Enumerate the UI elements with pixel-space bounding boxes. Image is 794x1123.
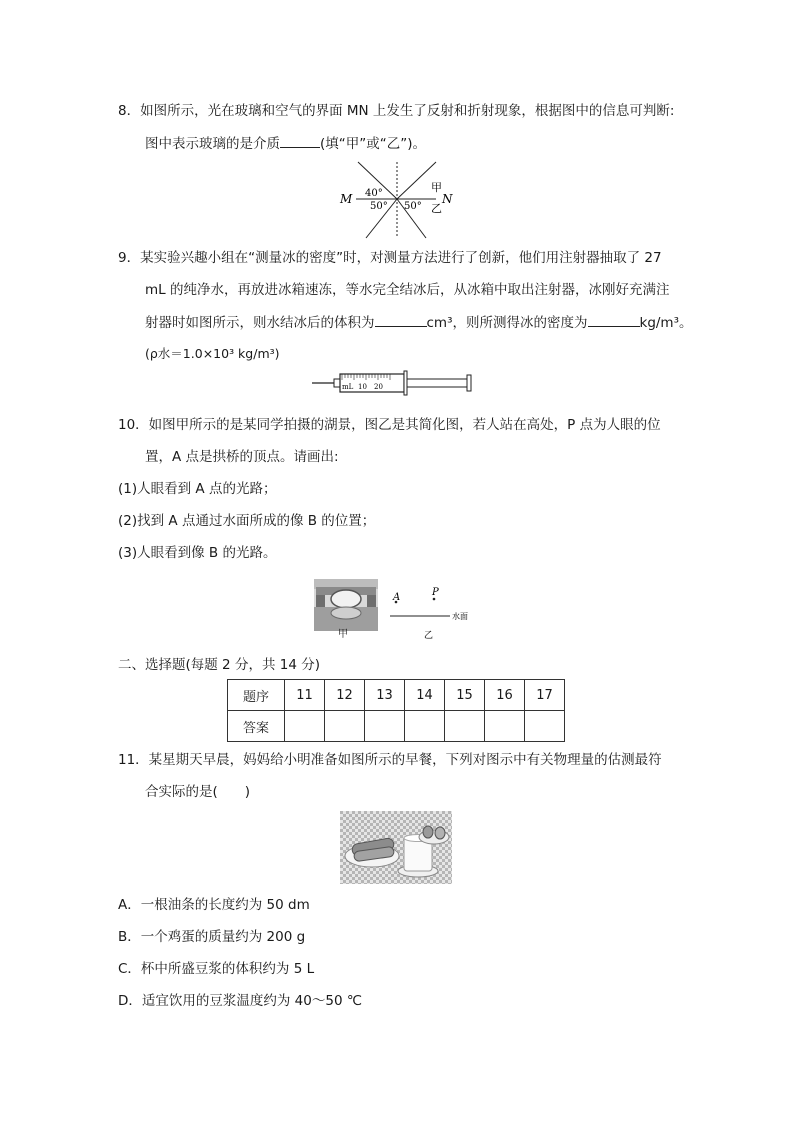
syringe-tip bbox=[334, 379, 340, 387]
q9-given: (ρ水＝1.0×10³ kg/m³) bbox=[145, 346, 280, 361]
q11-line2: 合实际的是( ) bbox=[145, 784, 251, 800]
q11-option-c[interactable]: C．杯中所盛豆浆的体积约为 5 L bbox=[118, 961, 315, 977]
label-yi: 乙 bbox=[424, 631, 434, 641]
label-p: P bbox=[432, 587, 439, 598]
header-cell-11: 11 bbox=[285, 680, 325, 711]
q10-line2: 置，A 点是拱桥的顶点。请画出: bbox=[145, 449, 339, 465]
q11-option-d[interactable]: D．适宜饮用的豆浆温度约为 40～50 ℃ bbox=[118, 993, 362, 1009]
syringe-tick-10: 10 bbox=[358, 383, 367, 391]
label-water: 水面 bbox=[452, 612, 468, 621]
header-cell-label: 题序 bbox=[228, 680, 285, 711]
angle-50-right: 50° bbox=[404, 201, 422, 212]
egg-1 bbox=[423, 826, 433, 838]
q8-refraction-diagram bbox=[336, 160, 466, 240]
label-jia: 甲 bbox=[431, 181, 442, 194]
answer-cell-15[interactable] bbox=[445, 711, 485, 742]
q10-sub3: (3)人眼看到像 B 的光路。 bbox=[118, 545, 277, 561]
answer-cell-13[interactable] bbox=[365, 711, 405, 742]
q9-line3-text: 射器时如图所示，则水结冰后的体积为 bbox=[145, 315, 375, 331]
label-m: M bbox=[340, 192, 353, 206]
header-cell-16: 16 bbox=[485, 680, 525, 711]
header-cell-14: 14 bbox=[405, 680, 445, 711]
q11-line1: 11．某星期天早晨，妈妈给小明准备如图所示的早餐，下列对图示中有关物理量的估测最符 bbox=[118, 752, 662, 768]
fig-jia-label: 甲 bbox=[338, 629, 348, 640]
q10-sub2: (2)找到 A 点通过水面所成的像 B 的位置； bbox=[118, 513, 376, 529]
bridge-pier-left bbox=[316, 595, 325, 607]
q9-volume-blank[interactable] bbox=[375, 312, 427, 327]
answer-table-header-row bbox=[228, 680, 565, 711]
section2-title: 二、选择题(每题 2 分，共 14 分) bbox=[118, 657, 320, 673]
syringe-plunger bbox=[407, 379, 467, 387]
label-a: A bbox=[393, 592, 401, 603]
q8-line2-text: 图中表示玻璃的是介质 bbox=[145, 136, 280, 152]
lake-bridge-photo bbox=[314, 579, 378, 631]
angle-50-left: 50° bbox=[370, 201, 388, 212]
q8-answer-blank[interactable] bbox=[280, 133, 320, 148]
q9-line3-unit: kg/m³。 bbox=[639, 315, 693, 331]
answer-cell-17[interactable] bbox=[525, 711, 565, 742]
bridge-arch bbox=[331, 590, 361, 608]
q11-option-a[interactable]: A．一根油条的长度约为 50 dm bbox=[118, 897, 310, 913]
q10-line1: 10．如图甲所示的是某同学拍摄的湖景，图乙是其简化图，若人站在高处，P 点为人眼的位 bbox=[118, 417, 661, 433]
lake-simplified-diagram bbox=[386, 584, 476, 642]
answer-cell-14[interactable] bbox=[405, 711, 445, 742]
q10-sub1: (1)人眼看到 A 点的光路； bbox=[118, 481, 277, 497]
label-n: N bbox=[442, 192, 453, 206]
q9-line2: mL 的纯净水，再放进冰箱速冻，等水完全结冰后，从冰箱中取出注射器，冰刚好充满注 bbox=[145, 282, 670, 298]
breakfast-photo bbox=[340, 811, 452, 884]
label-yi: 乙 bbox=[431, 202, 442, 215]
arch-reflection bbox=[331, 607, 361, 619]
q8-line2 bbox=[145, 133, 426, 154]
header-cell-17: 17 bbox=[525, 680, 565, 711]
header-cell-15: 15 bbox=[445, 680, 485, 711]
q8-line1: 8．如图所示，光在玻璃和空气的界面 MN 上发生了反射和折射现象，根据图中的信息可判断: bbox=[118, 103, 675, 119]
answer-cell-11[interactable] bbox=[285, 711, 325, 742]
bridge-pier-right bbox=[367, 595, 376, 607]
answer-table-answer-row bbox=[228, 711, 565, 742]
syringe-unit: mL bbox=[342, 383, 354, 391]
syringe-tick-20: 20 bbox=[374, 383, 383, 391]
q9-line3 bbox=[145, 312, 693, 333]
answer-cell-12[interactable] bbox=[325, 711, 365, 742]
syringe-figure bbox=[312, 370, 474, 396]
q9-line3-mid: cm³，则所测得冰的密度为 bbox=[426, 315, 588, 331]
answer-table bbox=[227, 679, 565, 742]
syringe-plunger-head bbox=[467, 375, 471, 391]
q11-option-b[interactable]: B．一个鸡蛋的质量约为 200 g bbox=[118, 929, 306, 945]
q8-line2-tail: (填“甲”或“乙”)。 bbox=[320, 136, 427, 152]
header-cell-12: 12 bbox=[325, 680, 365, 711]
header-cell-13: 13 bbox=[365, 680, 405, 711]
egg-2 bbox=[435, 827, 445, 839]
point-p bbox=[433, 598, 436, 601]
answer-cell-label: 答案 bbox=[228, 711, 285, 742]
q9-density-blank[interactable] bbox=[588, 312, 640, 327]
answer-cell-16[interactable] bbox=[485, 711, 525, 742]
q9-line1: 9．某实验兴趣小组在“测量冰的密度”时，对测量方法进行了创新，他们用注射器抽取了 27 bbox=[118, 250, 662, 266]
angle-40: 40° bbox=[365, 188, 383, 199]
